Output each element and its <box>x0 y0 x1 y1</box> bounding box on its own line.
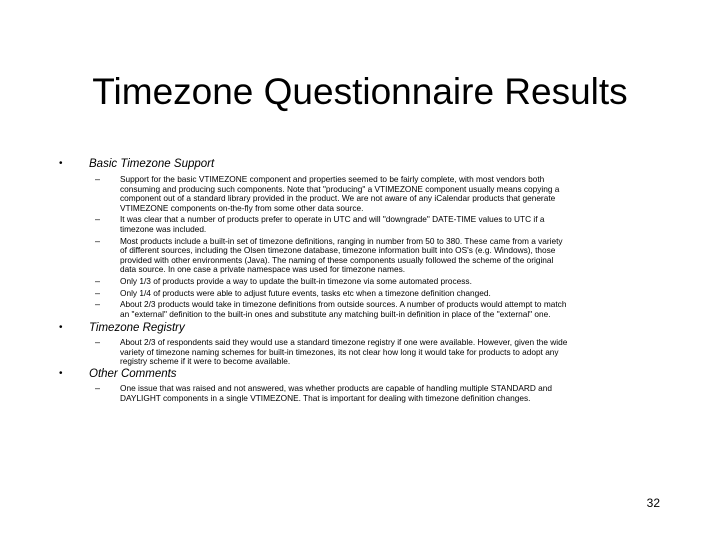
list-item-text: Support for the basic VTIMEZONE component and properties seemed to be fairly complete, with most vendors both consuming and producing such components. Note that "producing" a VTIMEZONE component usually means copying a component out of a standard library provided in the product. We are not aware of any iCalendar products that generate VTIMEZONE components on-the-fly from some other data source. <box>120 174 560 213</box>
section-timezone-registry <box>0 320 720 367</box>
list-item <box>0 237 720 275</box>
list-item <box>0 338 720 367</box>
bullet-icon: • <box>59 322 63 333</box>
section-heading: Other Comments <box>89 368 177 380</box>
list-item-text: About 2/3 products would take in timezone definitions from outside sources. A number of products would attempt to match an "external" definition to the built-in ones and substitute any matching built-in definition in place of the "external" one. <box>120 299 567 319</box>
list-item <box>0 384 720 403</box>
list-item <box>0 300 720 319</box>
list-item <box>0 277 720 287</box>
sub-list <box>0 384 720 403</box>
sub-list <box>0 175 720 319</box>
dash-icon: – <box>95 214 101 225</box>
sub-list <box>0 338 720 367</box>
list-item-text: Only 1/4 of products were able to adjust future events, tasks etc when a timezone definition changed. <box>120 287 491 298</box>
bullet-row <box>0 366 720 382</box>
dash-icon: – <box>95 383 101 393</box>
dash-icon: – <box>95 287 101 298</box>
section-basic-timezone-support <box>0 156 720 319</box>
section-heading: Basic Timezone Support <box>89 158 215 170</box>
page-number: 32 <box>646 496 660 510</box>
bullet-row <box>0 320 720 336</box>
list-item-text: It was clear that a number of products prefer to operate in UTC and will "downgrade" DATE-TIME values to UTC if a timezone was included. <box>120 214 545 234</box>
dash-icon: – <box>95 174 101 184</box>
dash-icon: – <box>95 275 101 286</box>
slide-title: Timezone Questionnaire Results <box>92 71 628 112</box>
list-item-text: Only 1/3 of products provide a way to update the built-in timezone via some automated process. <box>120 275 472 286</box>
bullet-icon: • <box>59 368 63 379</box>
list-item <box>0 175 720 213</box>
bullet-row <box>0 156 720 172</box>
section-heading: Timezone Registry <box>89 322 185 334</box>
dash-icon: – <box>95 337 101 347</box>
bullet-icon: • <box>59 158 63 169</box>
section-other-comments <box>0 366 720 403</box>
list-item <box>0 215 720 234</box>
dash-icon: – <box>95 299 101 310</box>
list-item-text: Most products include a built-in set of timezone definitions, ranging in number from 50 to 380. These came from a variety of different sources, including the Olsen timezone database, timezone information built into OS's (e.g. Windows), those provided with other environments (Java). The naming of these components usually followed the scheme of the original data source. In one case a private namespace was used for timezone names. <box>120 235 563 275</box>
list-item <box>0 289 720 299</box>
list-item-text: About 2/3 of respondents said they would use a standard timezone registry if one were available. However, given the wide variety of timezone naming schemes for built-in timezones, its not clear how long it would take for products to adopt any registry scheme if it were to become available. <box>120 337 568 367</box>
list-item-text: One issue that was raised and not answered, was whether products are capable of handling multiple STANDARD and DAYLIGHT components in a single VTIMEZONE. That is important for dealing with timezone definition changes. <box>120 383 552 403</box>
dash-icon: – <box>95 235 101 246</box>
